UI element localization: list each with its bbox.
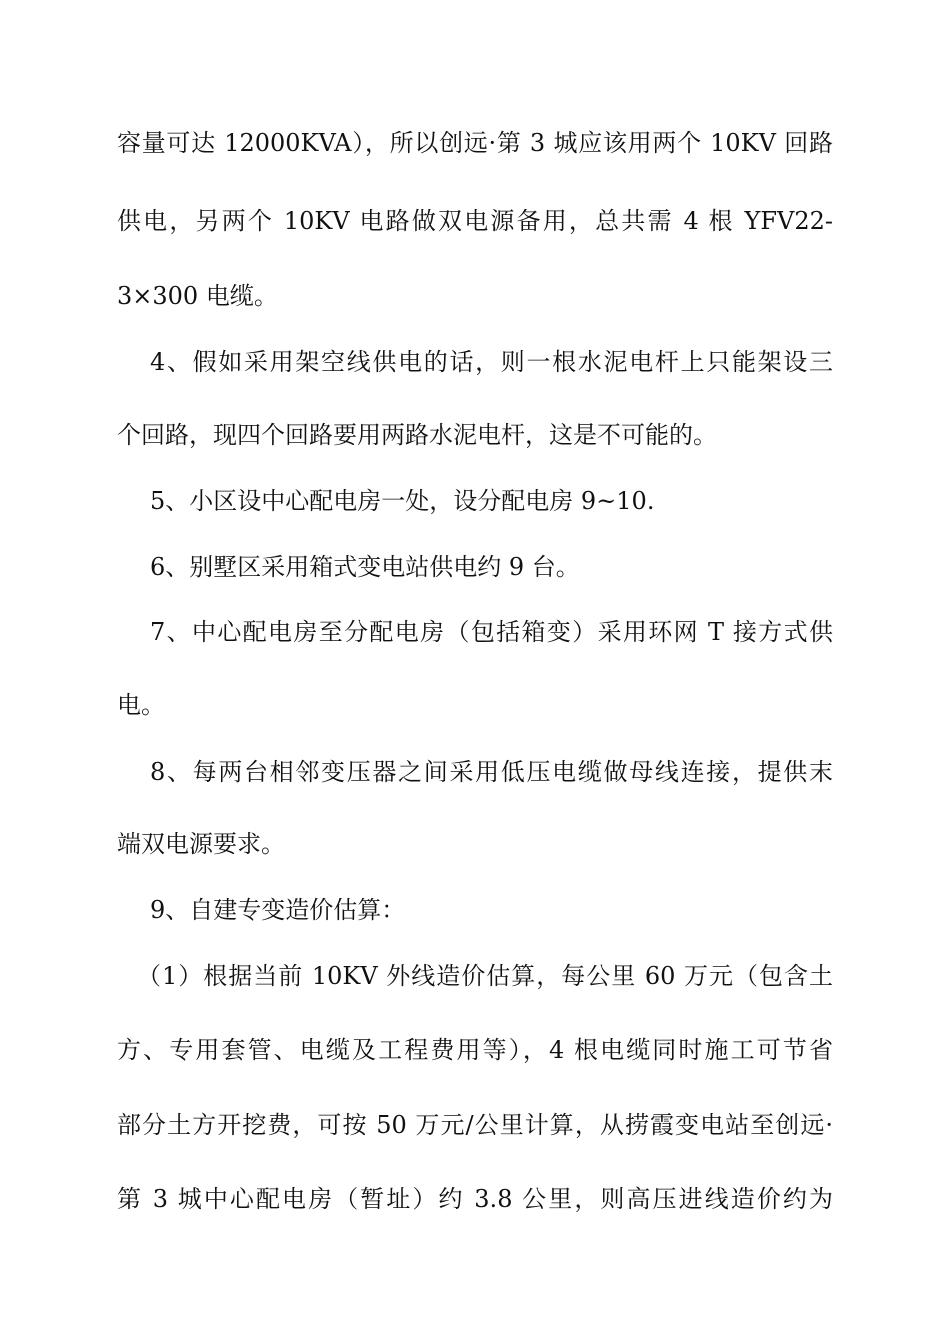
text-line-4: 4、假如采用架空线供电的话，则一根水泥电杆上只能架设三 bbox=[150, 348, 833, 376]
text-line-16: 第 3 城中心配电房（暂址）约 3.8 公里，则高压进线造价约为 bbox=[117, 1185, 833, 1213]
text-line-12: 9、自建专变造价估算： bbox=[150, 896, 406, 924]
text-line-14: 方、专用套管、电缆及工程费用等），4 根电缆同时施工可节省 bbox=[117, 1036, 833, 1064]
text-line-13: （1）根据当前 10KV 外线造价估算，每公里 60 万元（包含土 bbox=[137, 962, 833, 990]
text-line-15: 部分土方开挖费，可按 50 万元/公里计算，从捞霞变电站至创远· bbox=[117, 1111, 833, 1139]
text-line-9: 电。 bbox=[117, 691, 165, 719]
text-line-8: 7、中心配电房至分配电房（包括箱变）采用环网 T 接方式供 bbox=[150, 618, 833, 646]
text-line-11: 端双电源要求。 bbox=[117, 830, 285, 858]
text-line-2: 供电，另两个 10KV 电路做双电源备用，总共需 4 根 YFV22- bbox=[117, 207, 833, 235]
text-line-5: 个回路，现四个回路要用两路水泥电杆，这是不可能的。 bbox=[117, 421, 717, 449]
text-line-3: 3×300 电缆。 bbox=[117, 282, 278, 310]
text-line-1: 容量可达 12000KVA），所以创远·第 3 城应该用两个 10KV 回路 bbox=[117, 129, 833, 157]
text-line-7: 6、别墅区采用箱式变电站供电约 9 台。 bbox=[150, 553, 580, 581]
text-line-10: 8、每两台相邻变压器之间采用低压电缆做母线连接，提供末 bbox=[150, 758, 833, 786]
text-line-6: 5、小区设中心配电房一处，设分配电房 9~10. bbox=[150, 487, 655, 515]
